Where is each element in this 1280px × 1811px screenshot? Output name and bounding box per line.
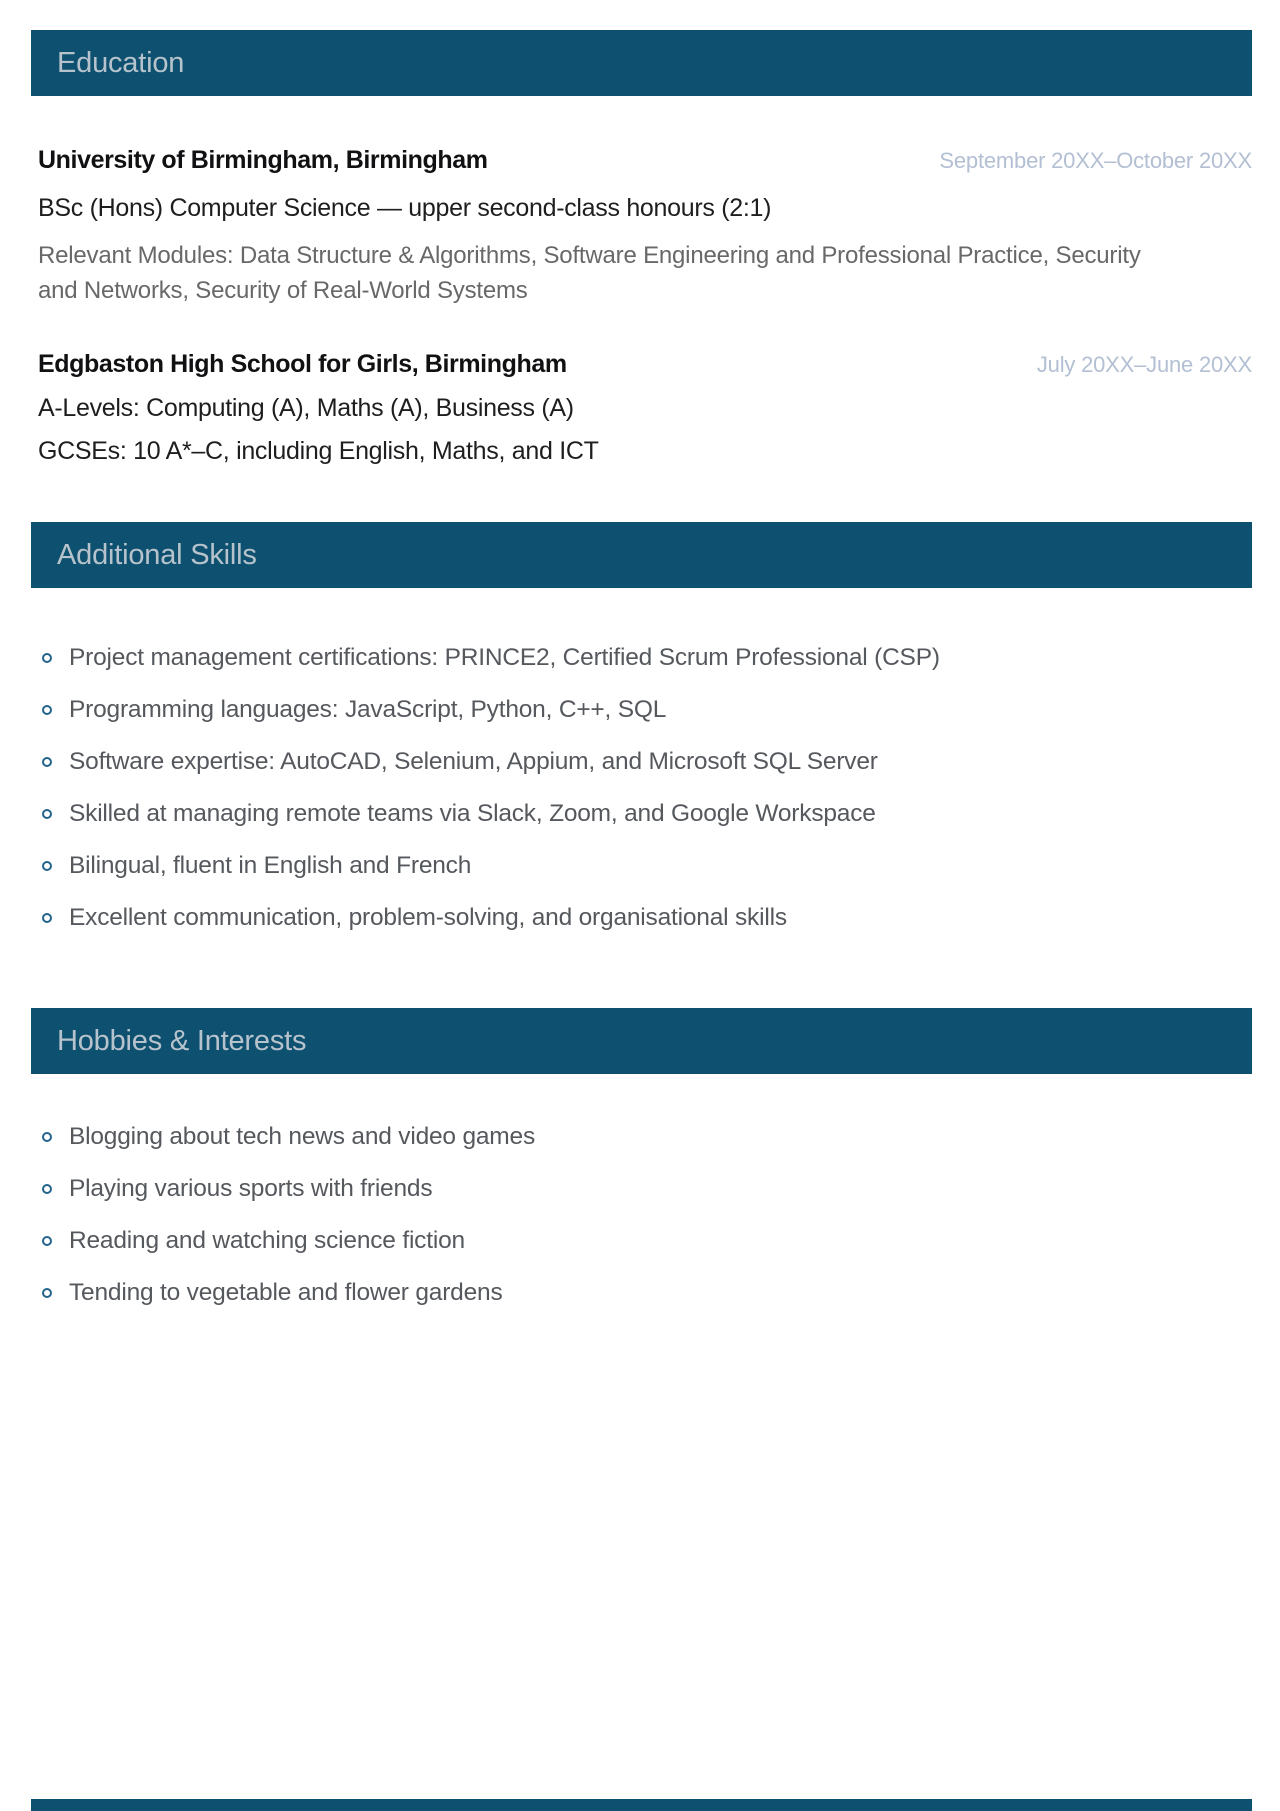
list-item xyxy=(38,853,1218,879)
skill-text: Skilled at managing remote teams via Slack, Zoom, and Google Workspace xyxy=(69,800,876,827)
circle-bullet-icon xyxy=(42,705,52,715)
education-entry-header xyxy=(38,350,1252,379)
section-header-hobbies-interests xyxy=(31,1008,1252,1074)
list-item xyxy=(38,645,1218,671)
hobby-text: Tending to vegetable and flower gardens xyxy=(69,1279,503,1306)
circle-bullet-icon xyxy=(42,653,52,663)
list-item xyxy=(38,801,1218,827)
degree-line: BSc (Hons) Computer Science — upper second-class honours (2:1) xyxy=(38,194,772,222)
circle-bullet-icon xyxy=(42,861,52,871)
entry-dates: September 20XX–October 20XX xyxy=(939,148,1252,173)
hobby-text: Playing various sports with friends xyxy=(69,1175,433,1202)
institution-name: University of Birmingham, Birmingham xyxy=(38,146,488,174)
institution-name: Edgbaston High School for Girls, Birmingham xyxy=(38,350,567,378)
relevant-modules-line: Relevant Modules: Data Structure & Algorithms, Software Engineering and Professional Practice, Security and Networks, Security of Real-World Systems xyxy=(38,242,1141,304)
circle-bullet-icon xyxy=(42,1184,52,1194)
gcses-line: GCSEs: 10 A*–C, including English, Maths, and ICT xyxy=(38,437,599,465)
circle-bullet-icon xyxy=(42,757,52,767)
skill-text: Programming languages: JavaScript, Python, C++, SQL xyxy=(69,696,667,723)
hobby-text: Blogging about tech news and video games xyxy=(69,1123,535,1150)
next-section-bar-peek xyxy=(31,1799,1252,1811)
list-item xyxy=(38,749,1218,775)
circle-bullet-icon xyxy=(42,1236,52,1246)
entry-dates: July 20XX–June 20XX xyxy=(1036,352,1252,377)
skill-text: Software expertise: AutoCAD, Selenium, Appium, and Microsoft SQL Server xyxy=(69,748,878,775)
list-item xyxy=(38,697,1218,723)
circle-bullet-icon xyxy=(42,1288,52,1298)
circle-bullet-icon xyxy=(42,809,52,819)
section-title-education: Education xyxy=(57,46,185,79)
circle-bullet-icon xyxy=(42,1132,52,1142)
additional-skills-list xyxy=(38,645,1218,931)
education-entry-header xyxy=(38,146,1252,175)
list-item xyxy=(38,1228,1218,1254)
section-header-education xyxy=(31,30,1252,96)
skill-text: Project management certifications: PRINCE2, Certified Scrum Professional (CSP) xyxy=(69,644,940,671)
list-item xyxy=(38,905,1218,931)
section-header-additional-skills xyxy=(31,522,1252,588)
list-item xyxy=(38,1124,1218,1150)
skill-text: Excellent communication, problem-solving, and organisational skills xyxy=(69,904,787,931)
circle-bullet-icon xyxy=(42,913,52,923)
section-title-hobbies-interests: Hobbies & Interests xyxy=(57,1024,307,1057)
section-title-additional-skills: Additional Skills xyxy=(57,538,257,571)
hobbies-list xyxy=(38,1124,1218,1306)
a-levels-line: A-Levels: Computing (A), Maths (A), Business (A) xyxy=(38,394,574,422)
skill-text: Bilingual, fluent in English and French xyxy=(69,852,472,879)
hobby-text: Reading and watching science fiction xyxy=(69,1227,465,1254)
list-item xyxy=(38,1176,1218,1202)
list-item xyxy=(38,1280,1218,1306)
